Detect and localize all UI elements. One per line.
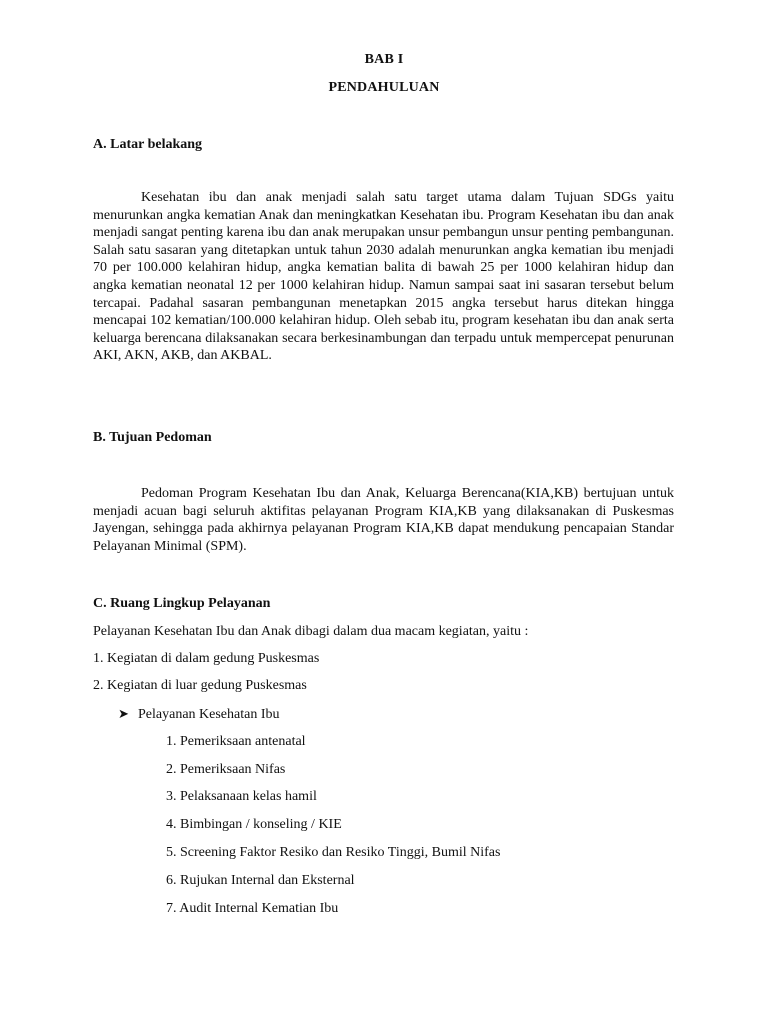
sub-list-item: 1. Pemeriksaan antenatal <box>166 734 306 749</box>
chapter-title: PENDAHULUAN <box>328 80 440 95</box>
section-a-heading: A. Latar belakang <box>93 137 203 152</box>
list-item: 2. Kegiatan di luar gedung Puskesmas <box>93 678 307 693</box>
sub-list-item: 2. Pemeriksaan Nifas <box>166 762 286 777</box>
section-c-heading: C. Ruang Lingkup Pelayanan <box>93 596 271 611</box>
section-b-heading: B. Tujuan Pedoman <box>93 430 212 445</box>
bullet-item <box>118 706 280 723</box>
sub-list-item: 6. Rujukan Internal dan Eksternal <box>166 873 355 888</box>
section-c-intro: Pelayanan Kesehatan Ibu dan Anak dibagi dalam dua macam kegiatan, yaitu : <box>93 624 529 639</box>
sub-list-item: 5. Screening Faktor Resiko dan Resiko Tinggi, Bumil Nifas <box>166 845 501 860</box>
chapter-label: BAB I <box>364 52 404 67</box>
sub-list-item: 3. Pelaksanaan kelas hamil <box>166 789 317 804</box>
section-a-paragraph: Kesehatan ibu dan anak menjadi salah satu target utama dalam Tujuan SDGs yaitu menurunkan angka kematian Anak dan meningkatkan Kesehatan ibu. Program Kesehatan ibu dan anak menjadi sangat penting karena ibu dan anak merupakan unsur pembangun unsur penting pembangunan. Salah satu sasaran yang ditetapkan untuk tahun 2030 adalah menurunkan angka kematian ibu menjadi 70 per 100.000 kelahiran hidup, angka kematian balita di bawah 25 per 1000 kelahiran hidup dan angka kematian neonatal 12 per 1000 kelahiran hidup. Namun sampai saat ini sasaran tersebut belum tercapai. Padahal sasaran pembangunan menetapkan 2015 angka tersebut harus ditekan hingga mencapai 102 kematian/100.000 kelahiran hidup. Oleh sebab itu, program kesehatan ibu dan anak serta keluarga berencana dilaksanakan secara berkesinambungan dan terpadu untuk mempercepat penurunan AKI, AKN, AKB, dan AKBAL. <box>93 190 674 364</box>
bullet-label: Pelayanan Kesehatan Ibu <box>138 707 280 722</box>
list-item: 1. Kegiatan di dalam gedung Puskesmas <box>93 651 320 666</box>
sub-list-item: 7. Audit Internal Kematian Ibu <box>166 901 339 916</box>
section-b-paragraph: Pedoman Program Kesehatan Ibu dan Anak, Keluarga Berencana(KIA,KB) bertujuan untuk menjadi acuan bagi seluruh aktifitas pelayanan Program KIA,KB yang dilaksanakan di Puskesmas Jayengan, sehingga pada akhirnya pelayanan Program KIA,KB dapat mendukung pencapaian Standar Pelayanan Minimal (SPM). <box>93 486 674 554</box>
sub-list-item: 4. Bimbingan / konseling / KIE <box>166 817 342 832</box>
arrow-bullet-icon: ➤ <box>118 706 129 721</box>
